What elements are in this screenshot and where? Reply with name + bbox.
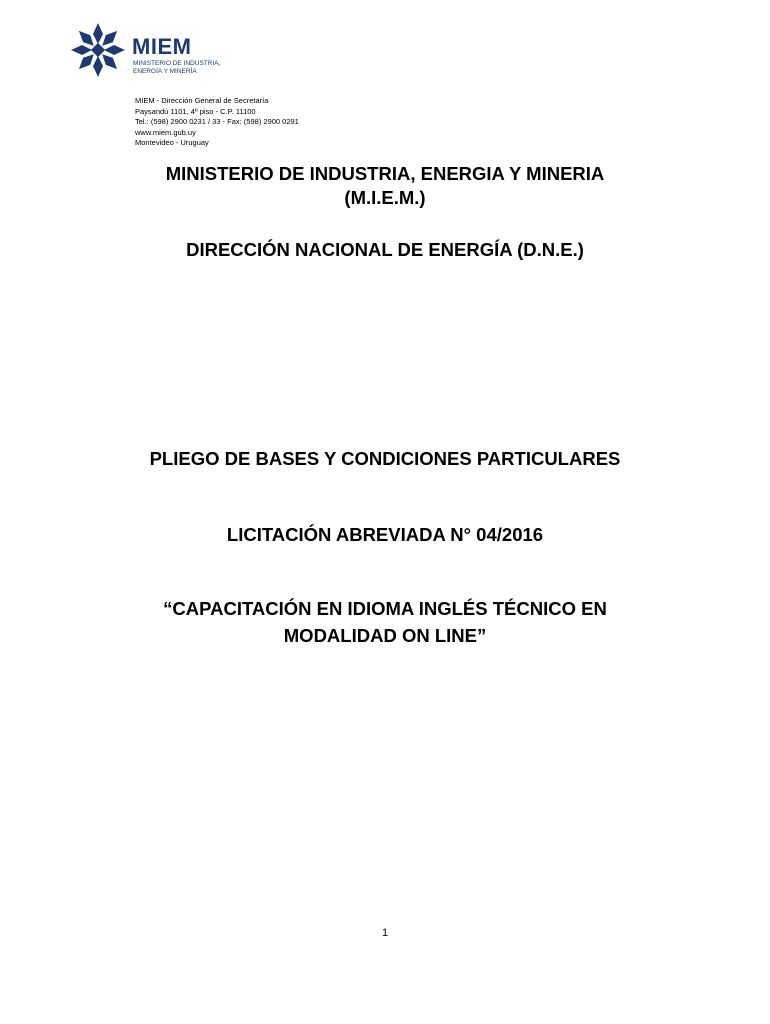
subject-title-line1: “CAPACITACIÓN EN IDIOMA INGLÉS TÉCNICO EN (163, 598, 607, 619)
pliego-title: PLIEGO DE BASES Y CONDICIONES PARTICULARES (149, 448, 621, 469)
logo-wordmark: MIEM (132, 34, 192, 59)
address-line: Paysandú 1101, 4º piso - C.P. 11100 (135, 106, 256, 116)
logo-subtitle-line1: MINISTERIO DE INDUSTRIA, (133, 60, 221, 67)
subject-title-line2: MODALIDAD ON LINE” (283, 625, 487, 646)
logo-subtitle (133, 60, 220, 76)
direction-title: DIRECCIÓN NACIONAL DE ENERGÍA (D.N.E.) (186, 239, 584, 260)
ministry-title: MINISTERIO DE INDUSTRIA, ENERGIA Y MINERIA (165, 163, 605, 184)
address-line: Tel.: (598) 2900 0231 / 33 - Fax: (598) 2900 0291 (135, 117, 299, 126)
logo-subtitle-line2: ENERGÍA Y MINERÍA (133, 68, 197, 75)
address-line: Montevideo - Uruguay (135, 138, 209, 147)
address-website: www.miem.gub.uy (135, 127, 196, 137)
miem-logo (70, 22, 230, 82)
page-number: 1 (381, 927, 389, 939)
address-block (135, 96, 299, 149)
miem-star-logo-icon (70, 22, 126, 78)
address-line: MIEM - Dirección General de Secretaría (135, 96, 269, 105)
licitacion-title: LICITACIÓN ABREVIADA N° 04/2016 (226, 524, 544, 545)
ministry-acronym: (M.I.E.M.) (344, 187, 426, 208)
